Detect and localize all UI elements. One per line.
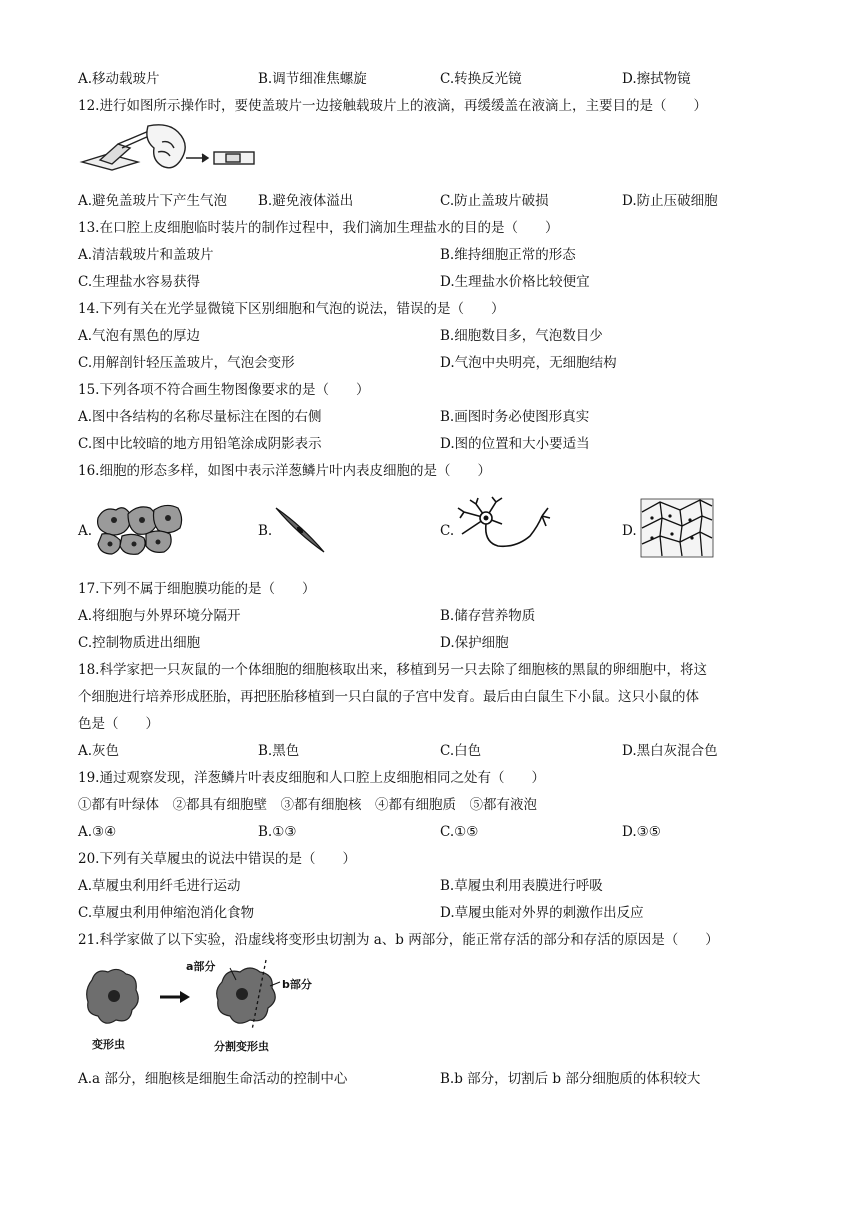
q14-option-c[interactable]: C.用解剖针轻压盖玻片，气泡会变形 [78, 355, 295, 371]
q18-option-a[interactable]: A.灰色 [78, 743, 120, 759]
q11-option-b[interactable]: B.调节细准焦螺旋 [258, 71, 367, 87]
q20-option-c[interactable]: C.草履虫利用伸缩泡消化食物 [78, 905, 255, 921]
q13-option-b[interactable]: B.维持细胞正常的形态 [440, 247, 576, 263]
q13-stem: 13.在口腔上皮细胞临时装片的制作过程中，我们滴加生理盐水的目的是（ ） [78, 220, 559, 236]
q20-option-b[interactable]: B.草履虫利用表膜进行呼吸 [440, 878, 603, 894]
q21-stem: 21.科学家做了以下实验，沿虚线将变形虫切割为 a、b 两部分，能正常存活的部分和存活的原因是（ ） [78, 932, 719, 948]
q20-stem: 20.下列有关草履虫的说法中错误的是（ ） [78, 851, 356, 867]
q20-option-a[interactable]: A.草履虫利用纤毛进行运动 [78, 878, 241, 894]
part-a-label: a部分 [186, 960, 216, 973]
q17-option-c[interactable]: C.控制物质进出细胞 [78, 635, 201, 651]
q12-option-d[interactable]: D.防止压破细胞 [622, 193, 718, 209]
arrow-icon [158, 990, 192, 1004]
q19-option-d[interactable]: D.③⑤ [622, 824, 661, 840]
q14-option-d[interactable]: D.气泡中央明亮，无细胞结构 [440, 355, 617, 371]
q13-option-d[interactable]: D.生理盐水价格比较便宜 [440, 274, 590, 290]
q11-option-d[interactable]: D.擦拭物镜 [622, 71, 691, 87]
q15-option-b[interactable]: B.画图时务必使图形真实 [440, 409, 590, 425]
q17-option-b[interactable]: B.储存营养物质 [440, 608, 536, 624]
q19-stem: 19.通过观察发现，洋葱鳞片叶表皮细胞和人口腔上皮细胞相同之处有（ ） [78, 770, 545, 786]
q16-option-a[interactable]: A. [78, 523, 93, 539]
q19-statements: ①都有叶绿体 ②都具有细胞壁 ③都有细胞核 ④都有细胞质 ⑤都有液泡 [78, 797, 537, 813]
q15-option-d[interactable]: D.图的位置和大小要适当 [440, 436, 590, 452]
q12-option-b[interactable]: B.避免液体溢出 [258, 193, 354, 209]
q19-option-a[interactable]: A.③④ [78, 824, 117, 840]
split-amoeba-label: 分割变形虫 [214, 1040, 269, 1053]
q19-option-b[interactable]: B.①③ [258, 824, 297, 840]
q18-stem-line-2: 个细胞进行培养形成胚胎，再把胚胎移植到一只白鼠的子宫中发育。最后由白鼠生下小鼠。这只小鼠的体 [78, 689, 699, 705]
muscle-cell-image [272, 500, 328, 556]
split-amoeba-image [208, 958, 308, 1032]
q18-option-b[interactable]: B.黑色 [258, 743, 300, 759]
q21-option-b[interactable]: B.b 部分，切割后 b 部分细胞质的体积较大 [440, 1071, 701, 1087]
q11-option-c[interactable]: C.转换反光镜 [440, 71, 522, 87]
q15-option-a[interactable]: A.图中各结构的名称尽量标注在图的右侧 [78, 409, 322, 425]
q19-option-c[interactable]: C.①⑤ [440, 824, 479, 840]
q17-stem: 17.下列不属于细胞膜功能的是（ ） [78, 581, 316, 597]
part-b-label: b部分 [282, 978, 312, 991]
q18-stem-line-3: 色是（ ） [78, 716, 159, 732]
q16-option-b[interactable]: B. [258, 523, 273, 539]
q12-stem: 12.进行如图所示操作时，要使盖玻片一边接触载玻片上的液滴，再缓缓盖在液滴上，主要目的是（ ） [78, 98, 707, 114]
q18-stem-line-1: 18.科学家把一只灰鼠的一个体细胞的细胞核取出来，移植到另一只去除了细胞核的黑鼠的卵细胞中，将这 [78, 662, 707, 678]
epithelial-cells-image [94, 500, 186, 556]
onion-epidermis-cells-image [640, 498, 714, 558]
q13-option-c[interactable]: C.生理盐水容易获得 [78, 274, 201, 290]
q14-option-b[interactable]: B.细胞数目多，气泡数目少 [440, 328, 603, 344]
q17-option-a[interactable]: A.将细胞与外界环境分隔开 [78, 608, 241, 624]
q14-option-a[interactable]: A.气泡有黑色的厚边 [78, 328, 201, 344]
q16-option-c[interactable]: C. [440, 523, 455, 539]
q11-option-a[interactable]: A.移动载玻片 [78, 71, 160, 87]
q21-option-a[interactable]: A.a 部分，细胞核是细胞生命活动的控制中心 [78, 1071, 348, 1087]
q16-stem: 16.细胞的形态多样，如图中表示洋葱鳞片叶内表皮细胞的是（ ） [78, 463, 491, 479]
coverslip-operation-figure [78, 122, 258, 180]
q15-option-c[interactable]: C.图中比较暗的地方用铅笔涂成阴影表示 [78, 436, 322, 452]
q16-option-d[interactable]: D. [622, 523, 637, 539]
q14-stem: 14.下列有关在光学显微镜下区别细胞和气泡的说法，错误的是（ ） [78, 301, 505, 317]
amoeba-label: 变形虫 [92, 1038, 125, 1051]
q13-option-a[interactable]: A.清洁载玻片和盖玻片 [78, 247, 214, 263]
neuron-image [456, 496, 552, 560]
q12-option-c[interactable]: C.防止盖玻片破损 [440, 193, 549, 209]
q20-option-d[interactable]: D.草履虫能对外界的刺激作出反应 [440, 905, 644, 921]
amoeba-image [84, 966, 142, 1028]
q18-option-d[interactable]: D.黑白灰混合色 [622, 743, 718, 759]
amoeba-experiment-figure [78, 958, 328, 1058]
q17-option-d[interactable]: D.保护细胞 [440, 635, 509, 651]
q15-stem: 15.下列各项不符合画生物图像要求的是（ ） [78, 382, 370, 398]
q18-option-c[interactable]: C.白色 [440, 743, 482, 759]
q12-option-a[interactable]: A.避免盖玻片下产生气泡 [78, 193, 228, 209]
